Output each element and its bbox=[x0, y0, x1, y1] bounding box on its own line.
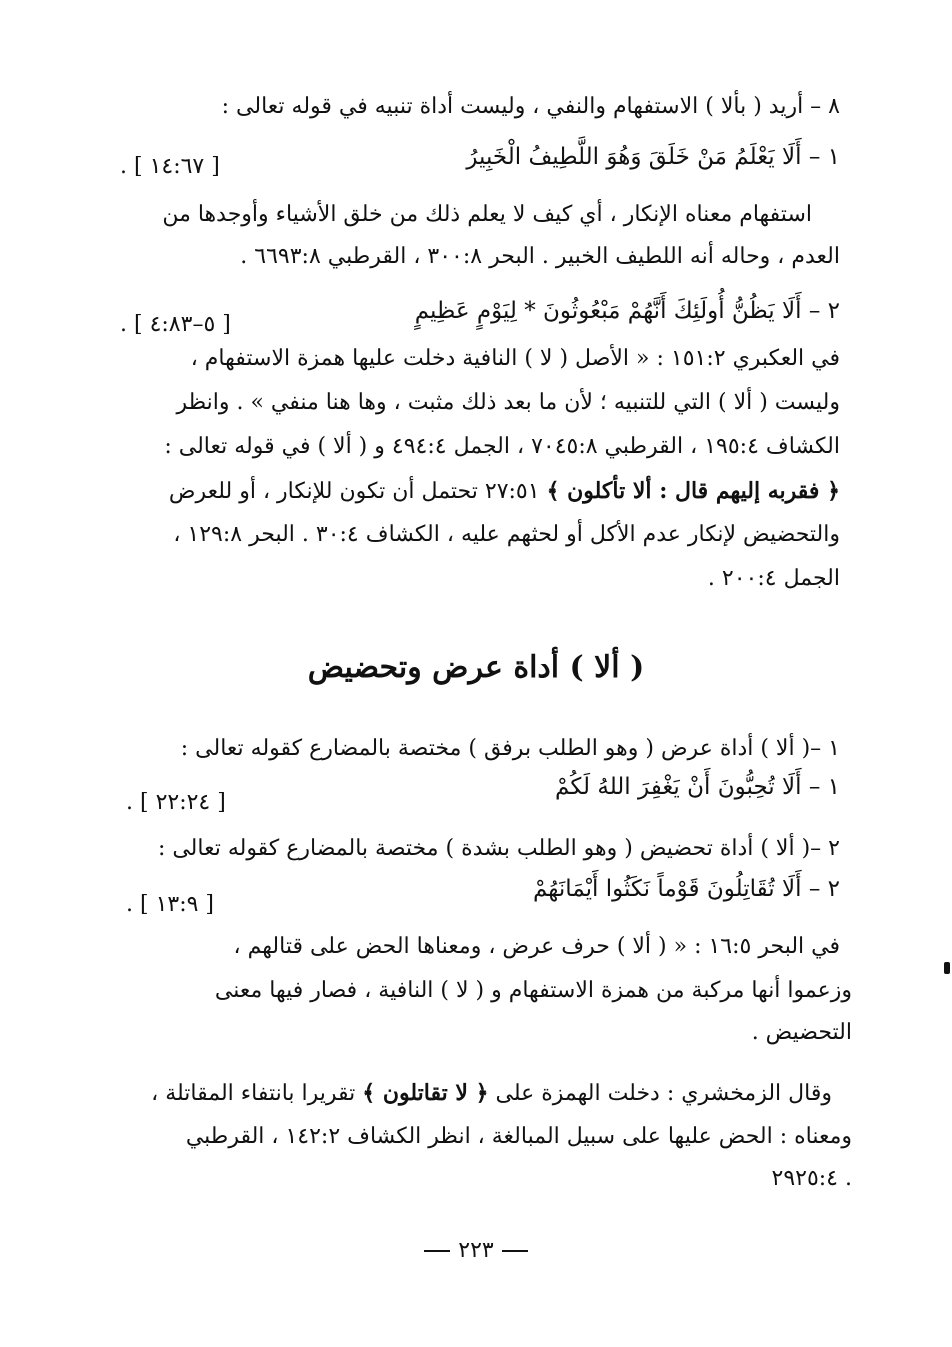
page-number-value: ٢٢٣ bbox=[458, 1238, 494, 1263]
text-line: الكشاف ١٩٥:٤ ، القرطبي ٧٠٤٥:٨ ، الجمل ٤٩٤:٤ و ( ألا ) في قوله تعالى : bbox=[164, 434, 840, 459]
quran-verse: ١ – أَلَا يَعْلَمُ مَنْ خَلَقَ وَهُوَ اللَّطِيفُ الْخَبِيرُ bbox=[466, 144, 840, 170]
quoted-verse: ﴿ لا تقاتلون ﴾ bbox=[362, 1080, 489, 1106]
text-line: التحضيض . bbox=[751, 1020, 852, 1045]
verse-reference: . [ ١٤:٦٧ ] bbox=[120, 154, 220, 179]
dash-right bbox=[502, 1250, 528, 1252]
text-line: استفهام معناه الإنكار ، أي كيف لا يعلم ذلك من خلق الأشياء وأوجدها من bbox=[162, 202, 812, 227]
text-run: تقريرا بانتفاء المقاتلة ، bbox=[151, 1081, 363, 1106]
quran-verse: ٢ – أَلَا يَظُنُّ أُولَئِكَ أَنَّهُمْ مَبْعُوثُونَ * لِيَوْمٍ عَظِيمٍ bbox=[414, 298, 840, 324]
text-line: ٨ – أريد ( بألا ) الاستفهام والنفي ، وليست أداة تنبيه في قوله تعالى : bbox=[221, 94, 840, 119]
text-line bbox=[151, 1076, 832, 1111]
text-line: ٢ –( ألا ) أداة تحضيض ( وهو الطلب بشدة ) مختصة بالمضارع كقوله تعالى : bbox=[157, 836, 840, 861]
text-run: وقال الزمخشري : دخلت الهمزة على bbox=[488, 1081, 832, 1106]
text-line: وليست ( ألا ) التي للتنبيه ؛ لأن ما بعد ذلك مثبت ، وها هنا منفي » . وانظر bbox=[176, 390, 840, 415]
quran-verse: ٢ – أَلَا تُقَاتِلُونَ قَوْماً نَكَثُوا أَيْمَانَهُمْ bbox=[533, 876, 840, 902]
dash-left bbox=[424, 1250, 450, 1252]
text-line: العدم ، وحاله أنه اللطيف الخبير . البحر ٣٠٠:٨ ، القرطبي ٦٦٩٣:٨ . bbox=[240, 244, 840, 269]
text-line: والتحضيض لإنكار عدم الأكل أو لحثهم عليه ، الكشاف ٣٠:٤ . البحر ١٢٩:٨ ، bbox=[173, 522, 840, 547]
section-heading: ( ألا ) أداة عرض وتحضيض bbox=[307, 650, 645, 685]
text-line: وزعموا أنها مركبة من همزة الاستفهام و ( لا ) النافية ، فصار فيها معنى bbox=[214, 978, 852, 1003]
text-line: في البحر ١٦:٥ : « ( ألا ) حرف عرض ، ومعناها الحض على قتالهم ، bbox=[233, 934, 840, 959]
page-number bbox=[0, 1236, 952, 1266]
text-line: ١ –( ألا ) أداة عرض ( وهو الطلب برفق ) مختصة بالمضارع كقوله تعالى : bbox=[180, 736, 840, 761]
text-run: ٢٧:٥١ تحتمل أن تكون للإنكار ، أو للعرض bbox=[168, 479, 547, 504]
quoted-verse: ﴿ فقربه إليهم قال : ألا تأكلون ﴾ bbox=[546, 478, 840, 504]
quran-verse: ١ – أَلَا تُحِبُّونَ أَنْ يَغْفِرَ اللهُ لَكُمْ bbox=[555, 774, 840, 800]
verse-reference: . [ ١٣:٩ ] bbox=[126, 892, 215, 917]
scan-mark bbox=[944, 962, 950, 974]
text-line: الجمل ٢٠٠:٤ . bbox=[707, 566, 840, 591]
text-line: ٢٩٢٥:٤ . bbox=[771, 1166, 852, 1191]
text-line: في العكبري ١٥١:٢ : « الأصل ( لا ) النافية دخلت عليها همزة الاستفهام ، bbox=[190, 346, 840, 371]
text-line bbox=[169, 474, 840, 509]
verse-reference: . [ ٢٢:٢٤ ] bbox=[126, 790, 226, 815]
text-line: ومعناه : الحض عليها على سبيل المبالغة ، انظر الكشاف ١٤٢:٢ ، القرطبي bbox=[185, 1124, 852, 1149]
verse-reference: . [ ٥–٤:٨٣ ] bbox=[120, 312, 231, 337]
